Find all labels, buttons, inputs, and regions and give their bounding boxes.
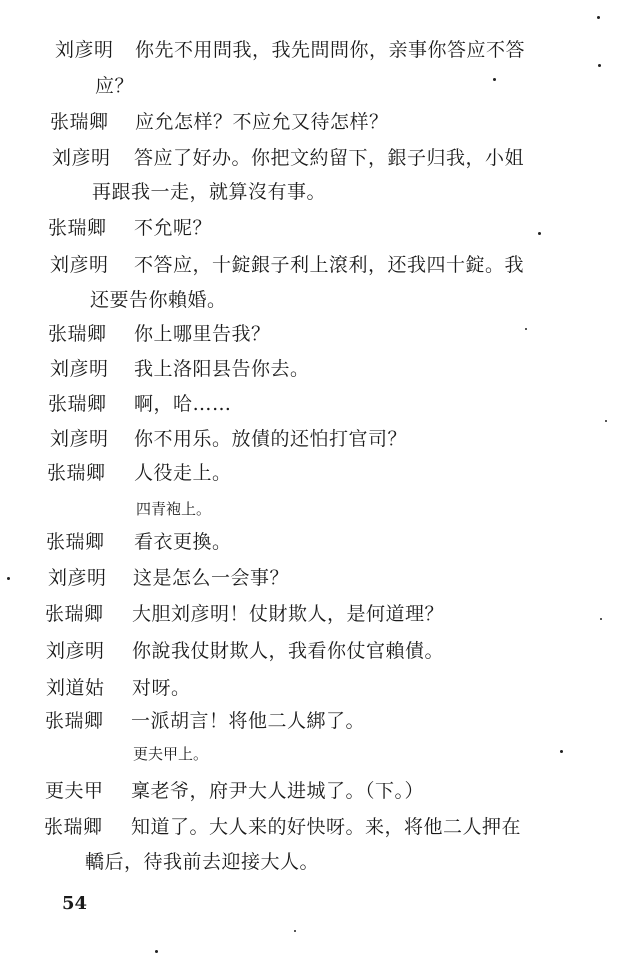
stage-direction: 更夫甲上。 [133, 745, 209, 763]
speech-text: 答应了好办。你把文約留下，銀子归我，小姐 [134, 147, 525, 169]
scan-speck [598, 64, 601, 67]
speaker-name: 张瑞卿 [46, 531, 105, 553]
scan-speck [560, 750, 563, 753]
scan-speck [7, 577, 10, 580]
speech-text: 应允怎样？不应允又待怎样？ [135, 111, 389, 133]
scan-speck [538, 232, 541, 235]
speech-text: 我上洛阳县告你去。 [134, 358, 310, 380]
speaker-name: 刘彦明 [52, 147, 111, 169]
speaker-name: 张瑞卿 [47, 462, 106, 484]
speaker-name: 刘彦明 [46, 640, 105, 662]
speech-continuation: 再跟我一走，就算沒有事。 [92, 181, 327, 203]
speech-text: 一派胡言！将他二人綁了。 [131, 710, 366, 732]
scan-speck [493, 78, 496, 81]
page-number: 54 [62, 893, 88, 914]
speaker-name: 张瑞卿 [45, 710, 104, 732]
scan-speck [597, 16, 600, 19]
speaker-name: 刘彦明 [50, 428, 109, 450]
speech-text: 人役走上。 [134, 462, 232, 484]
speech-continuation: 还要告你賴婚。 [90, 289, 227, 311]
speech-text: 不答应，十錠銀子利上滾利，还我四十錠。我 [134, 254, 525, 276]
speech-text: 知道了。大人来的好快呀。来，将他二人押在 [131, 816, 522, 838]
speech-text: 看衣更換。 [134, 531, 232, 553]
speaker-name: 刘彦明 [48, 567, 107, 589]
speech-text: 你說我仗財欺人，我看你仗官賴債。 [132, 640, 445, 662]
speaker-name: 张瑞卿 [48, 393, 107, 415]
speech-text: 稟老爷，府尹大人进城了。（下。） [131, 780, 425, 802]
speaker-name: 张瑞卿 [50, 111, 109, 133]
speaker-name: 张瑞卿 [44, 816, 103, 838]
speech-text: 啊，哈…… [134, 393, 232, 415]
speaker-name: 刘彦明 [50, 358, 109, 380]
speech-text: 不允呢？ [134, 217, 213, 239]
scan-speck [600, 618, 602, 620]
speaker-name: 刘彦明 [55, 39, 114, 61]
stage-direction: 四青袍上。 [136, 500, 212, 518]
speaker-name: 更夫甲 [45, 780, 104, 802]
scan-speck [155, 950, 158, 953]
speaker-name: 张瑞卿 [45, 603, 104, 625]
speech-text: 你上哪里告我？ [134, 323, 271, 345]
speech-text: 你不用乐。放債的还怕打官司？ [134, 428, 408, 450]
speaker-name: 张瑞卿 [48, 323, 107, 345]
speech-continuation: 轎后，待我前去迎接大人。 [85, 851, 320, 873]
scan-speck [605, 420, 607, 422]
speech-text: 这是怎么一会事？ [133, 567, 290, 589]
speech-text: 对呀。 [132, 677, 191, 699]
speaker-name: 张瑞卿 [48, 217, 107, 239]
scan-speck [525, 328, 527, 330]
speech-continuation: 应？ [95, 75, 135, 97]
scan-speck [294, 930, 296, 932]
speech-text: 大胆刘彦明！仗財欺人，是何道理？ [132, 603, 445, 625]
speaker-name: 刘彦明 [50, 254, 109, 276]
speaker-name: 刘道姑 [46, 677, 105, 699]
speech-text: 你先不用問我，我先問問你，亲事你答应不答 [135, 39, 526, 61]
